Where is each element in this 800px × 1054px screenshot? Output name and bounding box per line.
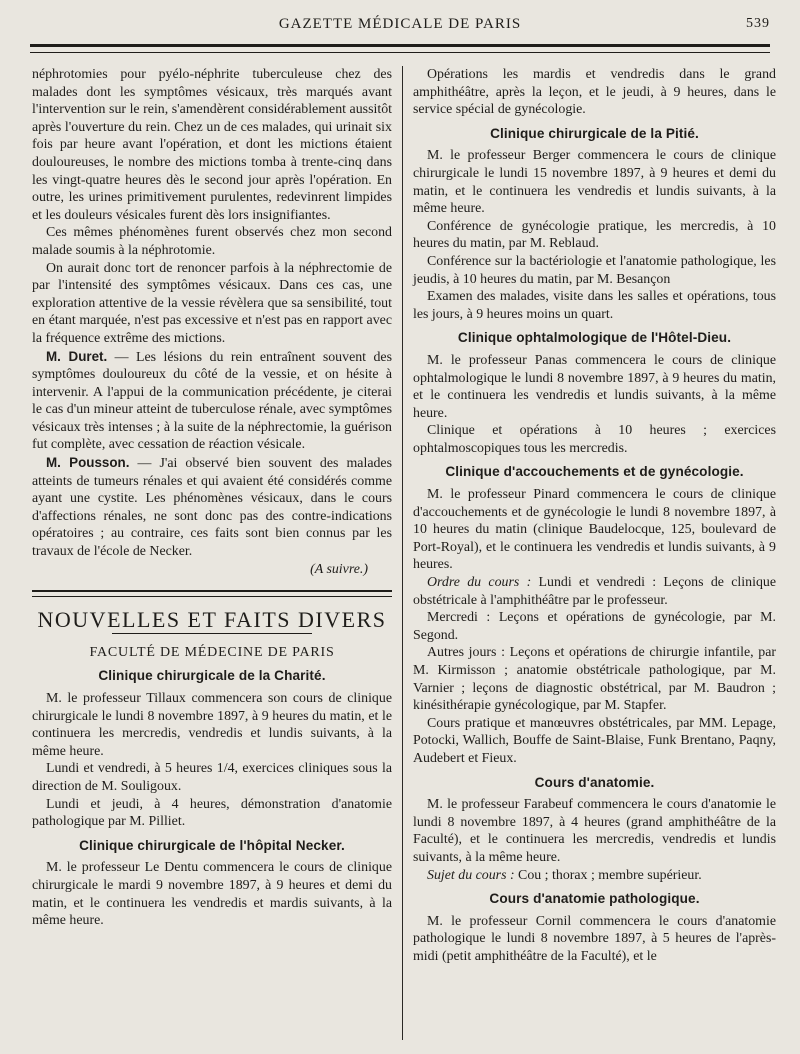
heading-hotel-dieu: Clinique ophtalmologique de l'Hôtel-Dieu. — [457, 330, 732, 346]
heading-anatomie-pathologique: Cours d'anatomie pathologique. — [489, 891, 700, 907]
paragraph: néphrotomies pour pyélo-néphrite tuberculeuse chez des malades dont les symptômes vésicaux, très marqués avant l'intervention sur le rein, s'amendèrent considérablement aussitôt après l'ouverture du rein. Chez un de ces malades, qui urinait six fois par heure avant l'opération, et dont les mictions étaient douloureuses, le nombre des mictions tomba à trente-cinq dans les vingt-quatre heures dès le second jour après l'opération. En outre, les urines primitivement purulentes, redevinrent limpides et les douleurs vésicales furent dès lors insignifiantes. — [32, 67, 392, 223]
paragraph-sujet — [413, 867, 776, 885]
heading-charite: Clinique chirurgicale de la Charité. — [98, 668, 326, 684]
speaker-name: M. Duret. — [46, 348, 108, 364]
paragraph-duret — [32, 348, 392, 455]
right-column — [413, 66, 776, 1042]
paragraph: Conférence sur la bactériologie et l'anatomie pathologique, les jeudis, à 10 heures du matin, par M. Besançon — [413, 253, 776, 287]
paragraph: Examen des malades, visite dans les salles et opérations, tous les jours, à 9 heures moins un quart. — [413, 289, 776, 322]
paragraph: M. le professeur Panas commencera le cours de clinique ophtalmologique le lundi 8 novembre 1897, à 9 heures du matin, et le continuera les vendredis et lundis suivants, à la même heure. — [413, 352, 776, 421]
paragraph: Clinique et opérations à 10 heures ; exercices ophtalmoscopiques tous les mercredis. — [413, 423, 776, 456]
paragraph: Conférence de gynécologie pratique, les mercredis, à 10 heures du matin, par M. Reblaud. — [413, 218, 776, 252]
paragraph-pousson — [32, 454, 392, 561]
faculty-heading: FACULTÉ DE MÉDECINE DE PARIS — [89, 644, 335, 660]
section-separator — [32, 590, 392, 597]
paragraph: M. le professeur Cornil commencera le cours d'anatomie pathologique le lundi 8 novembre 1897, à 5 heures de l'après-midi (petit amphithéâtre de la Faculté), et le — [413, 913, 776, 964]
paragraph: M. le professeur Berger commencera le cours de clinique chirurgicale le lundi 15 novembre 1897, à 9 heures et demi du matin, et le continuera les vendredis et lundis suivants, à la même heure. — [413, 148, 776, 217]
paragraph: M. le professeur Pinard commencera le cours de clinique d'accouchements et de gynécologie le lundi 8 novembre 1897, à 10 heures du matin (clinique Baudelocque, 125, boulevard de Port-Royal), et le continuera les vendredis et lundis suivants, à 9 heures. — [413, 487, 776, 573]
column-divider — [402, 66, 403, 1040]
header-rule — [30, 44, 770, 53]
heading-pitie: Clinique chirurgicale de la Pitié. — [490, 125, 699, 141]
italic-label: Sujet du cours : — [427, 867, 515, 883]
speaker-text: — Les lésions du rein entraînent souvent des symptômes douloureux du côté de la vessie, et on hésite à intervenir. A l'appui de la communication précédente, je citerai le cas d'un mineur atteint de tuberculose rénale, avec symptômes vésicaux très intenses ; à la suite de la néphrectomie, la guérison fut complète, avec cessation de réaction vésicale. — [32, 349, 392, 453]
left-column — [32, 66, 392, 1042]
paragraph: Lundi et vendredi, à 5 heures 1/4, exercices cliniques sous la direction de M. Souligoux. — [32, 761, 392, 794]
speaker-text: — J'ai observé bien souvent des malades atteints de tumeurs rénales et qui avaient été considérés comme ayant une cystite. Les phénomènes vésicaux, dans le cours d'affections rénales, ne sont donc pas des contre-indications opératoires ; au contraire, ces faits sont bien connus par les travaux de l'école de Necker. — [32, 456, 392, 560]
speaker-name: M. Pousson. — [46, 455, 130, 471]
to-be-continued: (A suivre.) — [310, 561, 368, 577]
paragraph: M. le professeur Farabeuf commencera le cours d'anatomie le lundi 8 novembre 1897, à 4 heures (grand amphithéâtre de la Faculté), et le continuera les mercredis, vendredis et lundis suivants, à la même heure. — [413, 797, 776, 865]
paragraph: Lundi et jeudi, à 4 heures, démonstration d'anatomie pathologique par M. Pilliet. — [32, 796, 392, 830]
paragraph: Opérations les mardis et vendredis dans le grand amphithéâtre, après la leçon, et le jeudi, à 9 heures, dans le service spécial de gynécologie. — [413, 67, 776, 118]
paragraph: Autres jours : Leçons et opérations de chirurgie infantile, par M. Kirmisson ; anatomie obstétricale pathologique, par M. Varnier ; leçons de diagnostic obstétrical, par M. Baudron ; kinésithérapie gynécologique, par M. Stapfer. — [413, 645, 776, 714]
heading-accouchements: Clinique d'accouchements et de gynécologie. — [445, 464, 744, 480]
paragraph-text: Lundi et vendredi : Leçons de clinique obstétricale à l'amphithéâtre par le professeur. — [413, 575, 777, 608]
paragraph: Ces mêmes phénomènes furent observés chez mon second malade soumis à la néphrotomie. — [32, 225, 392, 258]
paragraph: On aurait donc tort de renoncer parfois à la néphrectomie de par l'intensité des symptômes vésicaux. Dans ces cas, une exploration attentive de la vessie révèlera que sa sensibilité, tout en étant marquée, n'est pas excessive et n'est pas en rapport avec la fréquence extrême des mictions. — [32, 260, 392, 346]
paragraph-ordre — [413, 574, 776, 609]
paragraph: Mercredi : Leçons et opérations de gynécologie, par M. Segond. — [413, 610, 776, 643]
section-title-rule — [112, 633, 312, 634]
page-header — [30, 14, 770, 42]
heading-necker: Clinique chirurgicale de l'hôpital Necker. — [79, 837, 345, 853]
paragraph: Cours pratique et manœuvres obstétricales, par MM. Lepage, Potocki, Wallich, Bouffe de Saint-Blaise, Funk Brentano, Paqny, Audebert et Fieux. — [413, 715, 776, 766]
paragraph-text: Cou ; thorax ; membre supérieur. — [514, 867, 702, 883]
journal-title: GAZETTE MÉDICALE DE PARIS — [278, 16, 522, 32]
italic-label: Ordre du cours : — [427, 575, 532, 591]
paragraph: M. le professeur Tillaux commencera son cours de clinique chirurgicale le lundi 8 novembre 1897, à 9 heures du matin, et le continuera les mercredis, vendredis et lundis suivants, à la même heure. — [32, 691, 392, 759]
paragraph: M. le professeur Le Dentu commencera le cours de clinique chirurgicale le mardi 9 novembre 1897, à 9 heures et demi du matin, et le continuera les vendredis et mardis suivants, à la même heure. — [32, 860, 392, 929]
page-number: 539 — [746, 16, 770, 31]
section-title: NOUVELLES ET FAITS DIVERS — [37, 607, 387, 633]
heading-anatomie: Cours d'anatomie. — [534, 774, 655, 790]
